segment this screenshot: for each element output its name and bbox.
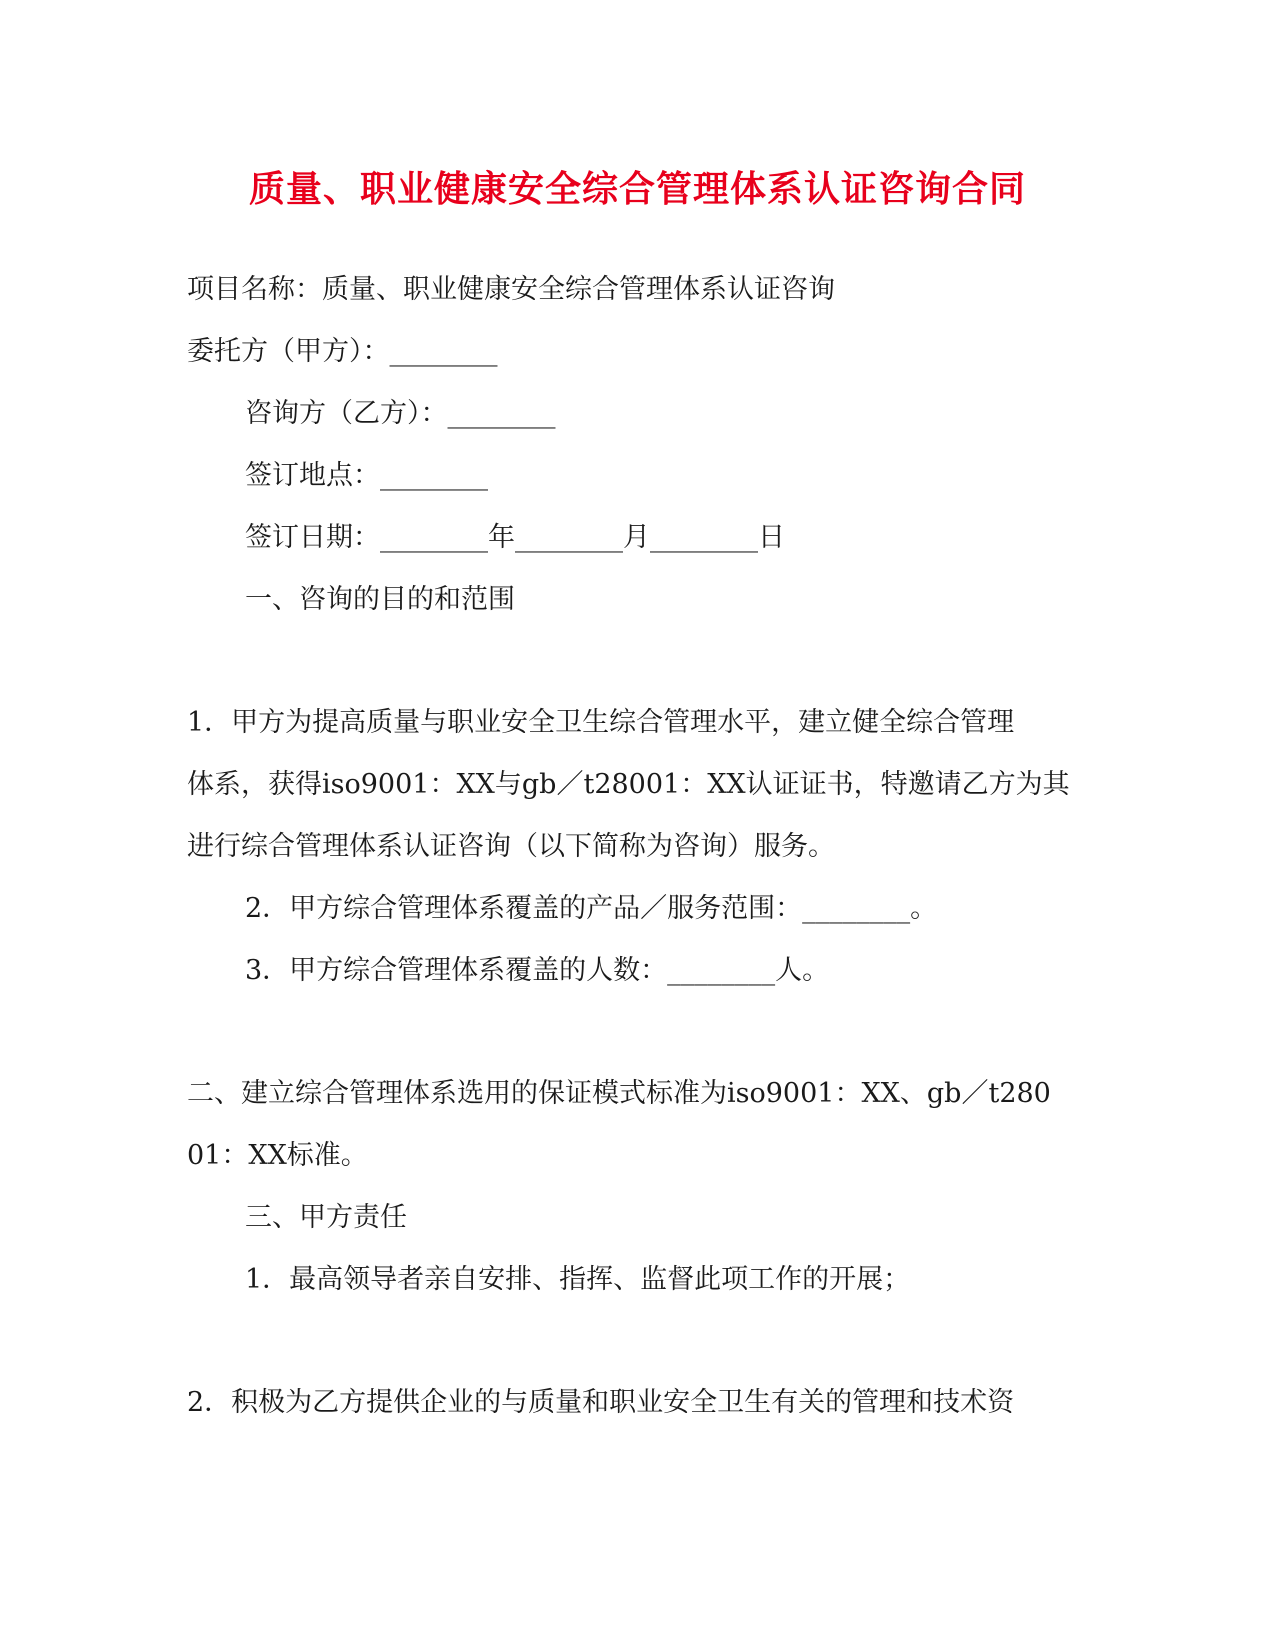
- section-1-item-1-line-1: 1．甲方为提高质量与职业安全卫生综合管理水平，建立健全综合管理: [187, 707, 1015, 738]
- section-1-item-1-line-3: 进行综合管理体系认证咨询（以下简称为咨询）服务。: [187, 831, 835, 862]
- party-b-line: 咨询方（乙方）：________: [245, 398, 556, 429]
- section-3-heading: 三、甲方责任: [245, 1202, 407, 1233]
- document-title: 质量、职业健康安全综合管理体系认证咨询合同: [248, 168, 1026, 210]
- section-2-line-1: 二、建立综合管理体系选用的保证模式标准为iso9001：XX、gb／t280: [187, 1078, 1051, 1109]
- section-1-item-2: 2．甲方综合管理体系覆盖的产品／服务范围：________。: [245, 893, 938, 924]
- section-2-line-2: 01：XX标准。: [187, 1140, 368, 1171]
- section-1-heading: 一、咨询的目的和范围: [245, 584, 515, 615]
- section-1-item-1-line-2: 体系，获得iso9001：XX与gb／t28001：XX认证证书，特邀请乙方为其: [187, 769, 1070, 800]
- sign-date-line: 签订日期：________年________月________日: [245, 522, 785, 553]
- section-3-item-2: 2．积极为乙方提供企业的与质量和职业安全卫生有关的管理和技术资: [187, 1387, 1015, 1418]
- party-a-line: 委托方（甲方）：________: [187, 336, 498, 367]
- project-name: 项目名称：质量、职业健康安全综合管理体系认证咨询: [187, 274, 835, 305]
- section-3-item-1: 1．最高领导者亲自安排、指挥、监督此项工作的开展；: [245, 1264, 911, 1295]
- sign-place-line: 签订地点：________: [245, 460, 488, 491]
- section-1-item-3: 3．甲方综合管理体系覆盖的人数：________人。: [245, 955, 830, 986]
